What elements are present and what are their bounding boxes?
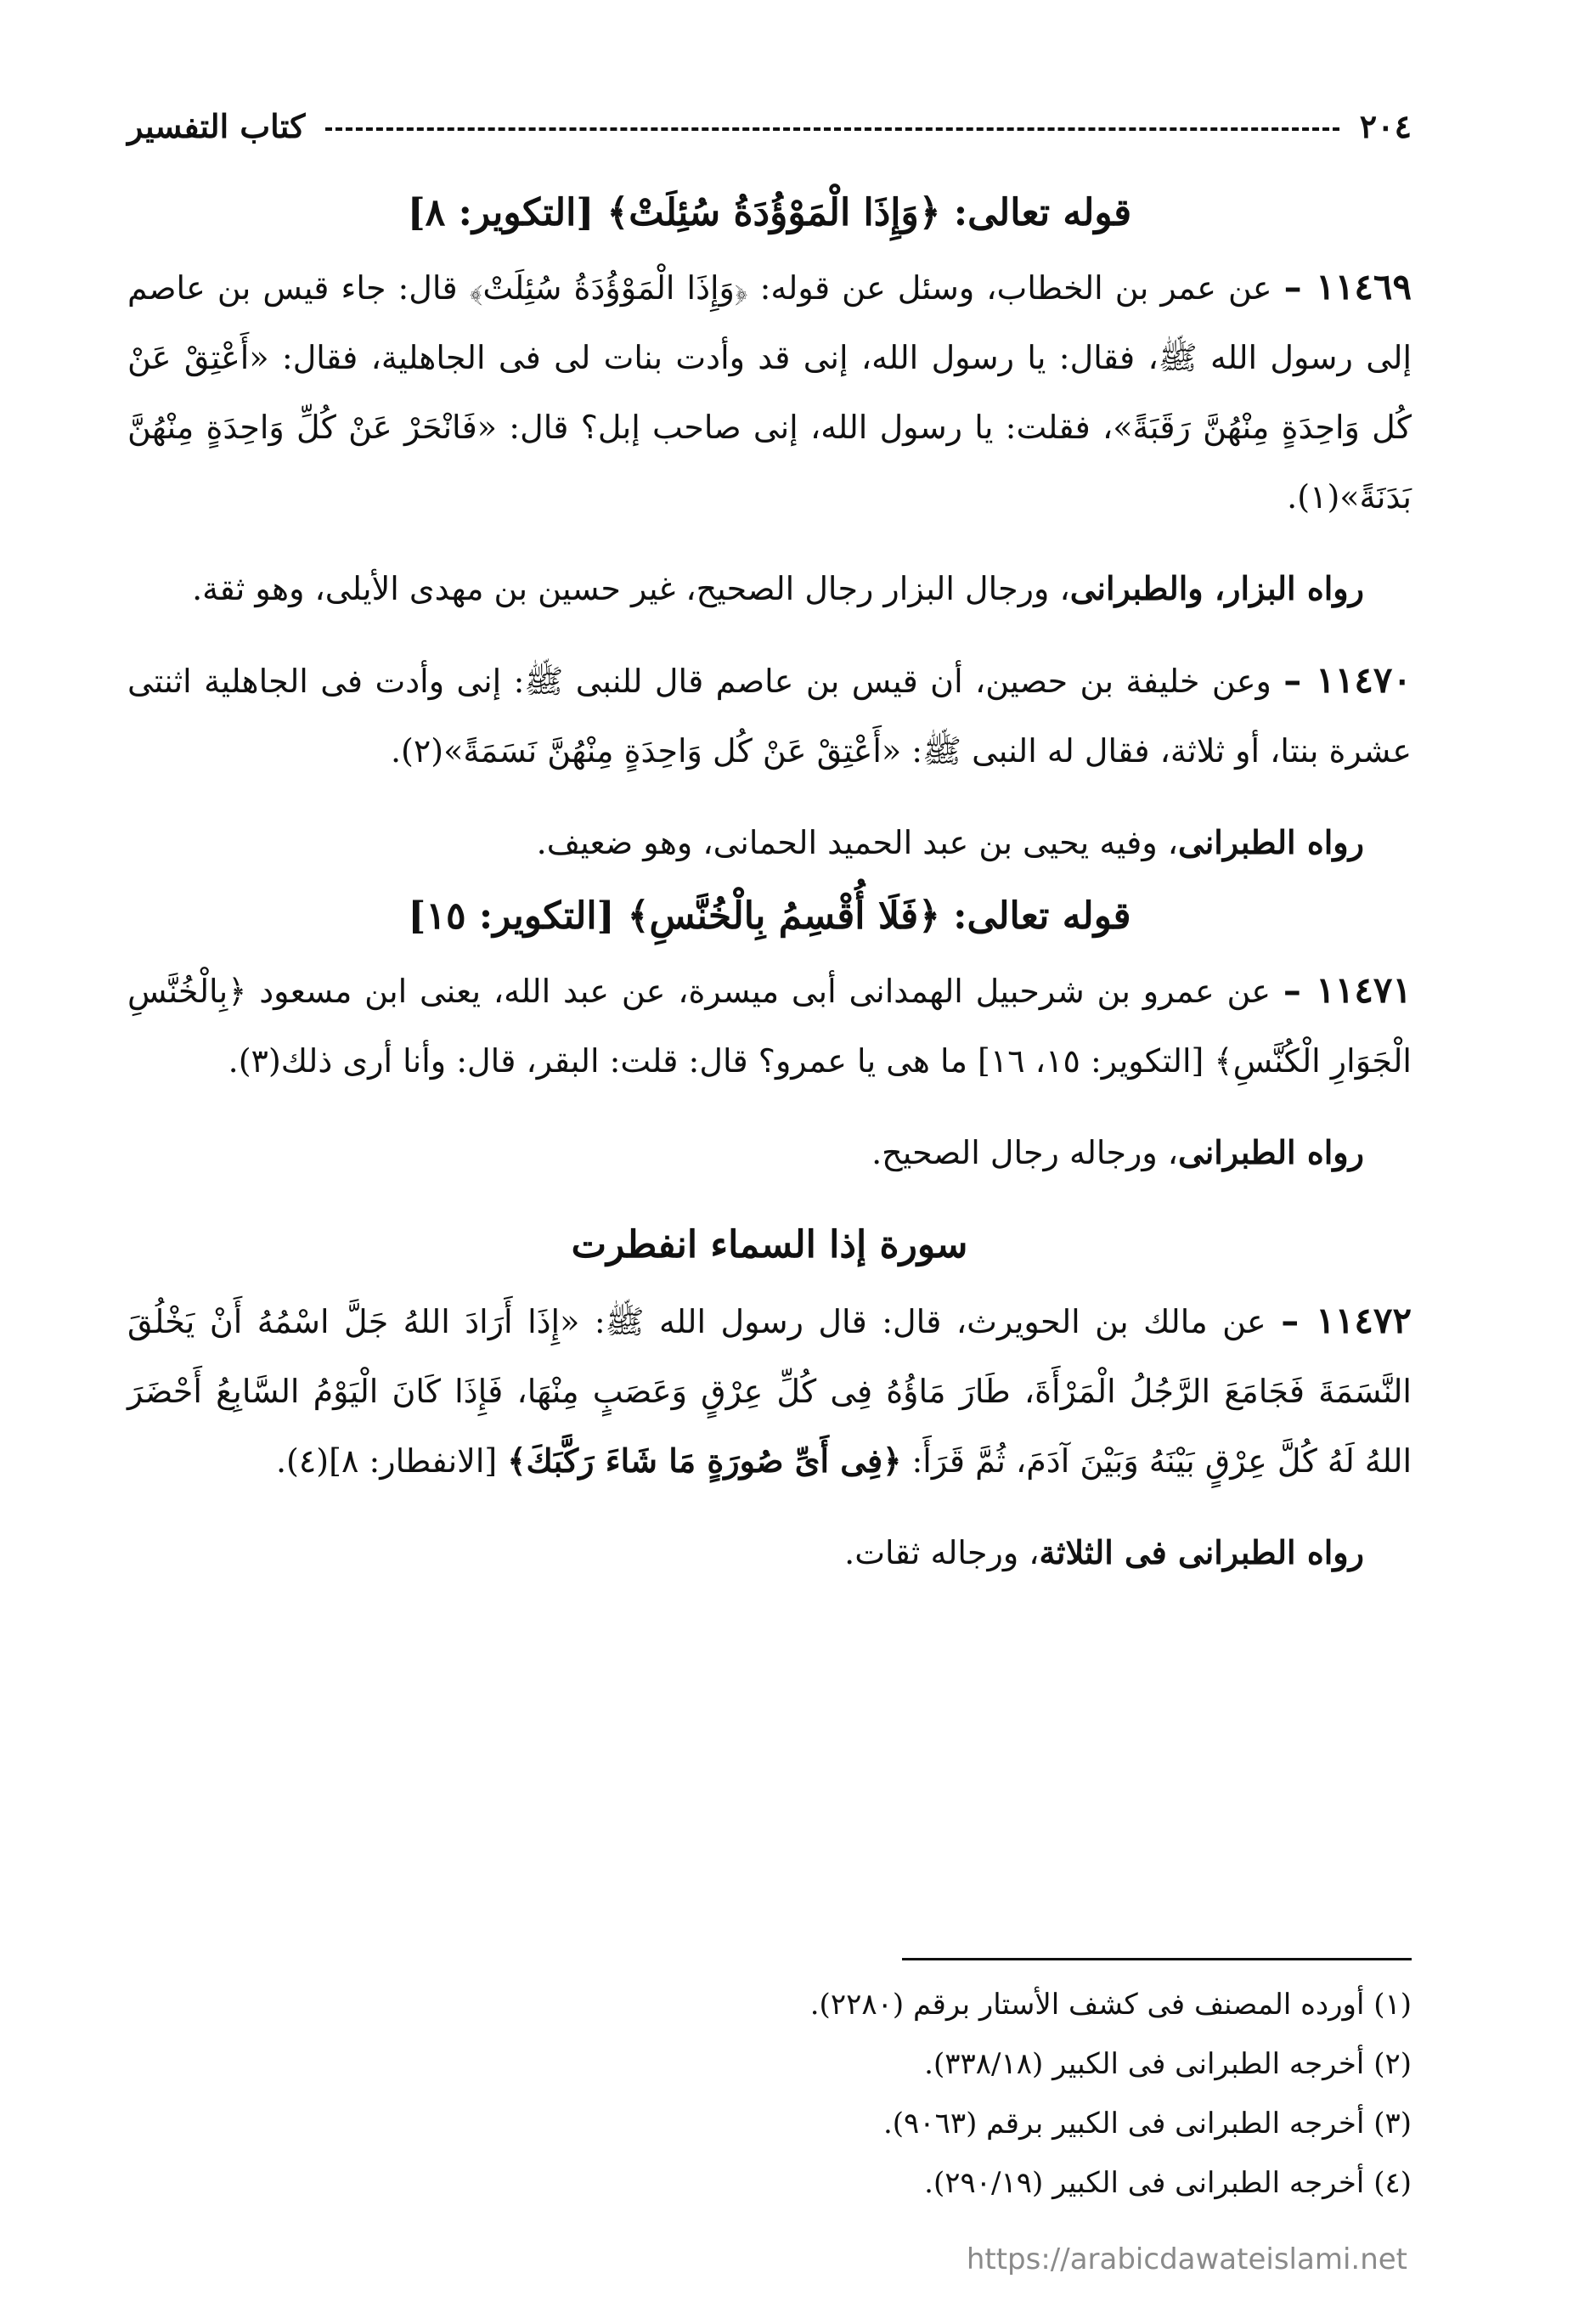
- hadith-text: عن عمرو بن شرحبيل الهمدانى أبى ميسرة، عن عبد الله، يعنى ابن مسعود ﴿بِالْخُنَّسِ الْجَوَارِ الْكُنَّسِ﴾ [التكوير: ١٥، ١٦] ما هى يا عمرو؟ قال: قلت: البقر، قال: وأنا أرى ذلك(٣).: [127, 973, 1412, 1080]
- section-heading-takwir-8: قوله تعالى: ﴿وَإِذَا الْمَوْؤُدَةُ سُئِلَتْ﴾ [التكوير: ٨]: [407, 191, 1132, 234]
- narration-text: ، وفيه يحيى بن عبد الحميد الحمانى، وهو ضعيف.: [536, 824, 1179, 861]
- hadith-number: ١١٤٧١ –: [1283, 969, 1412, 1011]
- narration-text: ، ورجاله رجال الصحيح.: [871, 1134, 1179, 1171]
- narration-note: [127, 554, 1412, 623]
- narrators: رواه الطبرانى: [1178, 1133, 1364, 1171]
- hadith-number: ١١٤٧٠ –: [1283, 659, 1412, 701]
- narration-note: [127, 1118, 1412, 1187]
- footnote-divider: [902, 1958, 1412, 1960]
- hadith-text: عن عمر بن الخطاب، وسئل عن قوله: ﴿وَإِذَا الْمَوْؤُدَةُ سُئِلَتْ﴾ قال: جاء قيس بن عاصم إلى رسول الله ﷺ، فقال: يا رسول الله، إنى قد وأدت بنات لى فى الجاهلية، فقال: «أَعْتِقْ عَنْ كُل وَاحِدَةٍ مِنْهُنَّ رَقَبَةً»، فقلت: يا رسول الله، إنى صاحب إبل؟ قال: «فَانْحَرْ عَنْ كُلِّ وَاحِدَةٍ مِنْهُنَّ بَدَنَةً»(١).: [127, 269, 1412, 516]
- page-number: ٢٠٤: [1359, 106, 1412, 145]
- header-dash-line: [325, 127, 1339, 131]
- hadith-text: عن مالك بن الحويرث، قال: قال رسول الله ﷺ: «إِذَا أَرَادَ اللهُ جَلَّ اسْمُهُ أَنْ يَخْلُقَ النَّسَمَةَ فَجَامَعَ الرَّجُلُ الْمَرْأَةَ، طَارَ مَاؤُهُ فِى كُلِّ عِرْقٍ وَعَصَبٍ مِنْهَا، فَإِذَا كَانَ الْيَوْمُ السَّابِعُ أَحْضَرَ اللهُ لَهُ كُلَّ عِرْقٍ بَيْنَهُ وَبَيْنَ آدَمَ، ثُمَّ قَرَأَ:: [127, 1303, 1412, 1480]
- narrators: رواه الطبرانى: [1178, 823, 1364, 861]
- page-header: [127, 100, 1412, 151]
- footnote: (٤) أخرجه الطبرانى فى الكبير (٢٩٠/١٩).: [924, 2166, 1412, 2200]
- narration-text: ، ورجال البزار رجال الصحيح، غير حسين بن مهدى الأيلى، وهو ثقة.: [192, 570, 1070, 607]
- narrators: رواه البزار، والطبرانى: [1069, 569, 1364, 607]
- narration-note: [127, 1518, 1412, 1588]
- source-url-watermark: https://arabicdawateislami.net: [966, 2242, 1407, 2276]
- footnotes: [127, 1975, 1412, 2213]
- hadith-entry-11472: [127, 1286, 1412, 1496]
- hadith-entry-11471: [127, 956, 1412, 1096]
- footnote: (١) أورده المصنف فى كشف الأستار برقم (٢٢٨٠).: [809, 1988, 1412, 2022]
- hadith-number: ١١٤٦٩ –: [1283, 266, 1412, 307]
- hadith-entry-11469: [127, 252, 1412, 532]
- quote-reference: [الانفطار: ٨](٤).: [275, 1442, 508, 1480]
- narrators: رواه الطبرانى فى الثلاثة: [1039, 1533, 1364, 1571]
- hadith-number: ١١٤٧٢ –: [1281, 1300, 1412, 1341]
- footnote: (٣) أخرجه الطبرانى فى الكبير برقم (٩٠٦٣).: [882, 2107, 1412, 2141]
- main-text: [127, 174, 1412, 1588]
- surah-title: سورة إذا السماء انفطرت: [571, 1223, 968, 1266]
- section-heading-takwir-15: قوله تعالى: ﴿فَلَا أُقْسِمُ بِالْخُنَّسِ﴾ [التكوير: ١٥]: [408, 894, 1131, 938]
- quran-quote: ﴿فِى أَىِّ صُورَةٍ مَا شَاءَ رَكَّبَكَ﴾: [507, 1441, 902, 1480]
- book-title: كتاب التفسير: [127, 106, 306, 145]
- narration-note: [127, 808, 1412, 877]
- footnote: (٢) أخرجه الطبرانى فى الكبير (٣٣٨/١٨).: [924, 2047, 1412, 2081]
- narration-text: ، ورجاله ثقات.: [844, 1534, 1040, 1571]
- hadith-entry-11470: [127, 646, 1412, 786]
- hadith-text: وعن خليفة بن حصين، أن قيس بن عاصم قال للنبى ﷺ: إنى وأدت فى الجاهلية اثنتى عشرة بنتا، أو ثلاثة، فقال له النبى ﷺ: «أَعْتِقْ عَنْ كُل وَاحِدَةٍ مِنْهُنَّ نَسَمَةً»(٢).: [127, 663, 1412, 770]
